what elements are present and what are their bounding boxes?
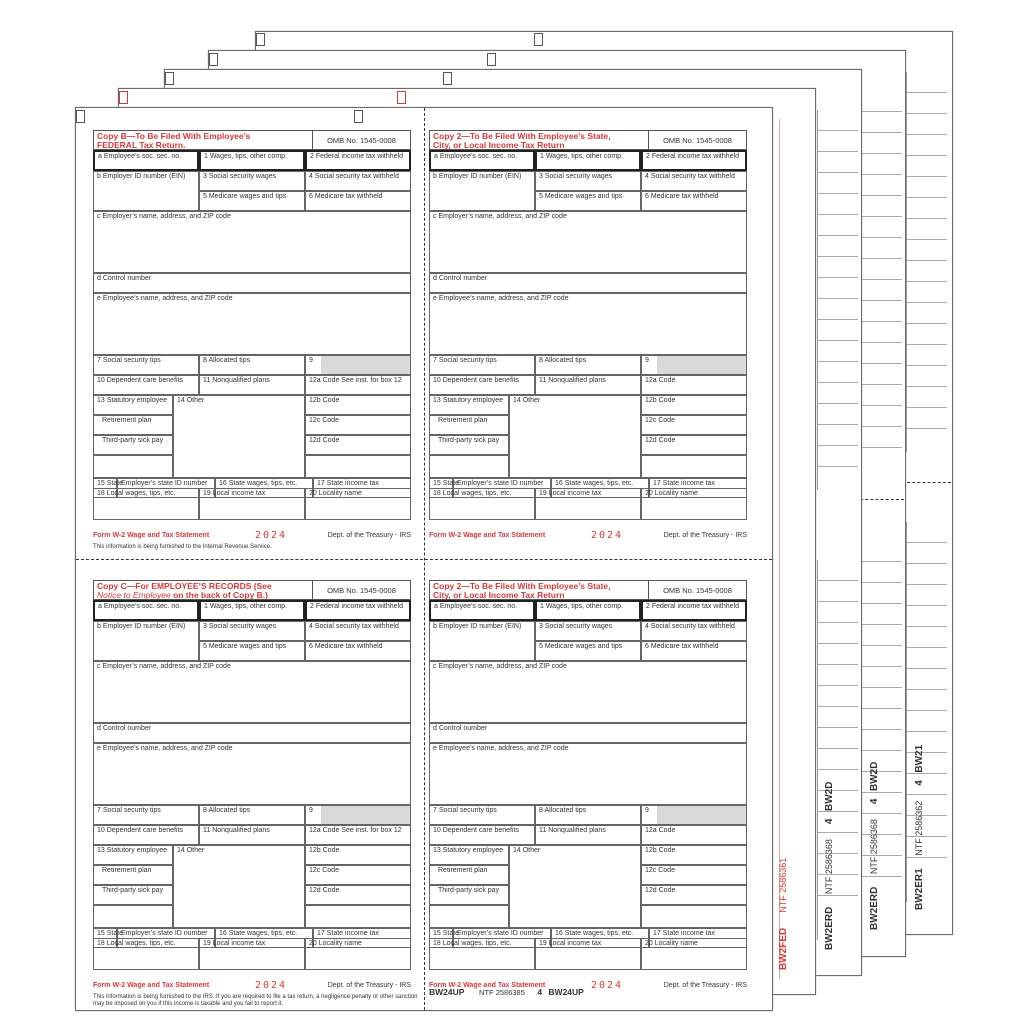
form-name: Form W-2 Wage and Tax Statement: [93, 532, 210, 539]
retirement-plan-field[interactable]: Retirement plan: [429, 415, 509, 435]
ntf-number: NTF 2586385: [479, 988, 525, 997]
state-id-field[interactable]: Employer’s state ID number: [117, 478, 215, 498]
sheet-front: [75, 107, 773, 1011]
blank-cell[interactable]: [93, 905, 173, 928]
ss-wages-field[interactable]: 3 Social security wages: [535, 171, 641, 191]
retirement-plan-field[interactable]: Retirement plan: [93, 865, 173, 885]
control-number-field[interactable]: d Control number: [93, 273, 411, 293]
locality-name-field[interactable]: 20 Locality name: [641, 488, 747, 520]
dept-treasury: Dept. of the Treasury - IRS: [663, 532, 747, 539]
statutory-employee-field[interactable]: 13 Statutory employee: [93, 395, 173, 415]
state-wages-field[interactable]: 16 State wages, tips, etc.: [215, 478, 313, 498]
state-id-field[interactable]: Employer’s state ID number: [117, 928, 215, 948]
nonqualified-plans-field[interactable]: 11 Nonqualified plans: [535, 825, 641, 845]
retirement-plan-field[interactable]: Retirement plan: [93, 415, 173, 435]
local-wages-field[interactable]: 18 Local wages, tips, etc.: [429, 938, 535, 970]
medicare-wages-field[interactable]: 5 Medicare wages and tips: [535, 641, 641, 661]
ssn-field[interactable]: a Employee’s soc. sec. no.: [429, 150, 535, 171]
state-wages-field[interactable]: 16 State wages, tips, etc.: [551, 928, 649, 948]
federal-tax-field[interactable]: 2 Federal income tax withheld: [305, 150, 411, 171]
other-field[interactable]: 14 Other: [509, 395, 641, 478]
punch-hole: [487, 53, 496, 66]
allocated-tips-field[interactable]: 8 Allocated tips: [535, 805, 641, 825]
ssn-field[interactable]: a Employee’s soc. sec. no.: [93, 600, 199, 621]
ss-wages-field[interactable]: 3 Social security wages: [199, 171, 305, 191]
ssn-field[interactable]: a Employee’s soc. sec. no.: [93, 150, 199, 171]
product-code-right: BW24UP: [548, 987, 584, 997]
ein-field[interactable]: b Employer ID number (EIN): [93, 171, 199, 211]
allocated-tips-field[interactable]: 8 Allocated tips: [199, 805, 305, 825]
locality-name-field[interactable]: 20 Locality name: [305, 488, 411, 520]
nonqualified-plans-field[interactable]: 11 Nonqualified plans: [199, 825, 305, 845]
state-tax-field[interactable]: 17 State income tax: [649, 928, 747, 948]
medicare-wages-field[interactable]: 5 Medicare wages and tips: [199, 191, 305, 211]
punch-hole: [534, 33, 543, 46]
side-code-bw2fed: BW2FED NTF 2586361: [778, 857, 789, 970]
box9-shade: [321, 806, 410, 824]
box12c-field[interactable]: 12c Code: [305, 865, 411, 885]
state-id-field[interactable]: Employer’s state ID number: [453, 478, 551, 498]
punch-hole: [354, 110, 363, 123]
ssn-field[interactable]: a Employee’s soc. sec. no.: [429, 600, 535, 621]
other-field[interactable]: 14 Other: [173, 395, 305, 478]
side-code-bw2er1: BW2ER1 NTF 2586362 4 BW21: [914, 744, 925, 910]
blank-cell[interactable]: [641, 905, 747, 928]
box12d-field[interactable]: 12d Code: [305, 885, 411, 905]
control-number-field[interactable]: d Control number: [429, 723, 747, 743]
state-field[interactable]: 15 State: [429, 928, 453, 948]
medicare-tax-field[interactable]: 6 Medicare tax withheld: [305, 191, 411, 211]
dependent-care-field[interactable]: 10 Dependent care benefits: [429, 825, 535, 845]
omb-number: OMB No. 1545-0008: [313, 130, 411, 150]
side-code-bw2erd: BW2ERD NTF 2586368 4 BW2D: [824, 781, 835, 950]
box12b-field[interactable]: 12b Code: [305, 395, 411, 415]
punch-hole: [76, 110, 85, 123]
red-margin-line: [779, 119, 780, 979]
blank-cell[interactable]: [93, 455, 173, 478]
locality-name-field[interactable]: 20 Locality name: [305, 938, 411, 970]
dependent-care-field[interactable]: 10 Dependent care benefits: [429, 375, 535, 395]
employee-address-field[interactable]: e Employee’s name, address, and ZIP code: [429, 293, 747, 355]
federal-tax-field[interactable]: 2 Federal income tax withheld: [641, 600, 747, 621]
sick-pay-field[interactable]: Third-party sick pay: [429, 435, 509, 455]
punch-hole: [119, 91, 128, 104]
local-tax-field[interactable]: 19 Local income tax: [535, 938, 641, 970]
side-code-bw2erd-2: BW2ERD NTF 2586368 4 BW2D: [869, 761, 880, 930]
box9-shade: [657, 356, 746, 374]
box9-field[interactable]: 9: [641, 805, 747, 825]
ein-field[interactable]: b Employer ID number (EIN): [429, 621, 535, 661]
medicare-tax-field[interactable]: 6 Medicare tax withheld: [641, 641, 747, 661]
control-number-field[interactable]: d Control number: [93, 723, 411, 743]
ss-tax-field[interactable]: 4 Social security tax withheld: [641, 171, 747, 191]
local-tax-field[interactable]: 19 Local income tax: [535, 488, 641, 520]
horizontal-perforation: [76, 559, 772, 560]
control-number-field[interactable]: d Control number: [429, 273, 747, 293]
sick-pay-field[interactable]: Third-party sick pay: [429, 885, 509, 905]
blank-cell[interactable]: [305, 905, 411, 928]
employee-address-field[interactable]: e Employee’s name, address, and ZIP code: [93, 743, 411, 805]
box12d-field[interactable]: 12d Code: [305, 435, 411, 455]
ss-tips-field[interactable]: 7 Social security tips: [93, 805, 199, 825]
ss-tips-field[interactable]: 7 Social security tips: [93, 355, 199, 375]
dept-treasury: Dept. of the Treasury - IRS: [663, 982, 747, 989]
product-code-left: BW24UP: [429, 987, 465, 997]
blank-cell[interactable]: [641, 455, 747, 478]
dependent-care-field[interactable]: 10 Dependent care benefits: [93, 825, 199, 845]
box12c-field[interactable]: 12c Code: [305, 415, 411, 435]
blank-cell[interactable]: [429, 455, 509, 478]
box12a-field[interactable]: 12a Code: [641, 375, 747, 395]
stub-lines: [906, 522, 947, 902]
stub-lines: [861, 541, 902, 921]
wages-field[interactable]: 1 Wages, tips, other comp.: [199, 150, 305, 171]
local-tax-field[interactable]: 19 Local income tax: [199, 938, 305, 970]
box9-shade: [321, 356, 410, 374]
nonqualified-plans-field[interactable]: 11 Nonqualified plans: [199, 375, 305, 395]
copy-title: Copy 2—To Be Filed With Employee’s State, City, or Local Income Tax Return: [429, 130, 649, 150]
local-wages-field[interactable]: 18 Local wages, tips, etc.: [429, 488, 535, 520]
bottom-product-codes: [429, 987, 584, 997]
state-tax-field[interactable]: 17 State income tax: [313, 478, 411, 498]
medicare-tax-field[interactable]: 6 Medicare tax withheld: [305, 641, 411, 661]
punch-hole: [256, 33, 265, 46]
state-field[interactable]: 15 State: [93, 478, 117, 498]
stub-lines: [817, 110, 858, 490]
employer-address-field[interactable]: c Employer’s name, address, and ZIP code: [93, 661, 411, 723]
dept-treasury: Dept. of the Treasury - IRS: [327, 982, 411, 989]
ss-tips-field[interactable]: 7 Social security tips: [429, 355, 535, 375]
box12d-field[interactable]: 12d Code: [641, 435, 747, 455]
punch-hole: [443, 72, 452, 85]
state-tax-field[interactable]: 17 State income tax: [649, 478, 747, 498]
statutory-employee-field[interactable]: 13 Statutory employee: [429, 845, 509, 865]
omb-number: OMB No. 1545-0008: [649, 580, 747, 600]
ss-tax-field[interactable]: 4 Social security tax withheld: [305, 621, 411, 641]
irs-notice: This information is being furnished to the Internal Revenue Service.: [93, 544, 272, 550]
form-year: 2024: [255, 980, 288, 991]
locality-name-field[interactable]: 20 Locality name: [641, 938, 747, 970]
punch-hole: [165, 72, 174, 85]
statutory-employee-field[interactable]: 13 Statutory employee: [93, 845, 173, 865]
form-year: 2024: [591, 980, 624, 991]
employer-address-field[interactable]: c Employer’s name, address, and ZIP code: [429, 661, 747, 723]
other-field[interactable]: 14 Other: [509, 845, 641, 928]
copy-title: Copy B—To Be Filed With Employee’s FEDERAL Tax Return.: [93, 130, 313, 150]
state-wages-field[interactable]: 16 State wages, tips, etc.: [215, 928, 313, 948]
ein-field[interactable]: b Employer ID number (EIN): [93, 621, 199, 661]
omb-number: OMB No. 1545-0008: [313, 580, 411, 600]
employer-address-field[interactable]: c Employer’s name, address, and ZIP code: [93, 211, 411, 273]
wages-field[interactable]: 1 Wages, tips, other comp.: [535, 600, 641, 621]
box12b-field[interactable]: 12b Code: [641, 395, 747, 415]
local-tax-field[interactable]: 19 Local income tax: [199, 488, 305, 520]
form-year: 2024: [591, 530, 624, 541]
sick-pay-field[interactable]: Third-party sick pay: [93, 885, 173, 905]
federal-tax-field[interactable]: 2 Federal income tax withheld: [305, 600, 411, 621]
box12b-field[interactable]: 12b Code: [641, 845, 747, 865]
box9-shade: [657, 806, 746, 824]
dept-treasury: Dept. of the Treasury - IRS: [327, 532, 411, 539]
box12a-field[interactable]: 12a Code See inst. for box 12: [305, 375, 411, 395]
box9-field[interactable]: 9: [641, 355, 747, 375]
state-field[interactable]: 15 State: [93, 928, 117, 948]
form-year: 2024: [255, 530, 288, 541]
medicare-wages-field[interactable]: 5 Medicare wages and tips: [535, 191, 641, 211]
employee-address-field[interactable]: e Employee’s name, address, and ZIP code: [93, 293, 411, 355]
nonqualified-plans-field[interactable]: 11 Nonqualified plans: [535, 375, 641, 395]
box9-field[interactable]: 9: [305, 355, 411, 375]
irs-notice: This information is being furnished to the IRS. If you are required to file a tax return, a negligence penalty or other sanction may be imposed on you if this income is taxable and you fail to report it.: [93, 994, 418, 1007]
box12a-field[interactable]: 12a Code See inst. for box 12: [305, 825, 411, 845]
other-field[interactable]: 14 Other: [173, 845, 305, 928]
dependent-care-field[interactable]: 10 Dependent care benefits: [93, 375, 199, 395]
stub-lines: [906, 72, 947, 452]
state-field[interactable]: 15 State: [429, 478, 453, 498]
retirement-plan-field[interactable]: Retirement plan: [429, 865, 509, 885]
omb-number: OMB No. 1545-0008: [649, 130, 747, 150]
employee-address-field[interactable]: e Employee’s name, address, and ZIP code: [429, 743, 747, 805]
state-id-field[interactable]: Employer’s state ID number: [453, 928, 551, 948]
form-name: Form W-2 Wage and Tax Statement: [429, 532, 546, 539]
box12c-field[interactable]: 12c Code: [641, 865, 747, 885]
ein-field[interactable]: b Employer ID number (EIN): [429, 171, 535, 211]
state-tax-field[interactable]: 17 State income tax: [313, 928, 411, 948]
box12a-field[interactable]: 12a Code: [641, 825, 747, 845]
box12c-field[interactable]: 12c Code: [641, 415, 747, 435]
local-wages-field[interactable]: 18 Local wages, tips, etc.: [93, 938, 199, 970]
blank-cell[interactable]: [305, 455, 411, 478]
stub-lines: [861, 91, 902, 471]
box9-field[interactable]: 9: [305, 805, 411, 825]
ss-wages-field[interactable]: 3 Social security wages: [199, 621, 305, 641]
medicare-wages-field[interactable]: 5 Medicare wages and tips: [199, 641, 305, 661]
wages-field[interactable]: 1 Wages, tips, other comp.: [199, 600, 305, 621]
ss-tips-field[interactable]: 7 Social security tips: [429, 805, 535, 825]
allocated-tips-field[interactable]: 8 Allocated tips: [535, 355, 641, 375]
ss-tax-field[interactable]: 4 Social security tax withheld: [305, 171, 411, 191]
punch-hole: [397, 91, 406, 104]
copy-title: Copy C—For EMPLOYEE’S RECORDS (See Notice to Employee on the back of Copy B.): [93, 580, 313, 600]
form-name: Form W-2 Wage and Tax Statement: [93, 982, 210, 989]
product-count: 4: [537, 987, 543, 997]
form-name: Form W-2 Wage and Tax Statement: [429, 982, 546, 989]
state-wages-field[interactable]: 16 State wages, tips, etc.: [551, 478, 649, 498]
copy-title: Copy 2—To Be Filed With Employee’s State, City, or Local Income Tax Return: [429, 580, 649, 600]
sick-pay-field[interactable]: Third-party sick pay: [93, 435, 173, 455]
box12d-field[interactable]: 12d Code: [641, 885, 747, 905]
federal-tax-field[interactable]: 2 Federal income tax withheld: [641, 150, 747, 171]
allocated-tips-field[interactable]: 8 Allocated tips: [199, 355, 305, 375]
employer-address-field[interactable]: c Employer’s name, address, and ZIP code: [429, 211, 747, 273]
medicare-tax-field[interactable]: 6 Medicare tax withheld: [641, 191, 747, 211]
local-wages-field[interactable]: 18 Local wages, tips, etc.: [93, 488, 199, 520]
ss-tax-field[interactable]: 4 Social security tax withheld: [641, 621, 747, 641]
box12b-field[interactable]: 12b Code: [305, 845, 411, 865]
ss-wages-field[interactable]: 3 Social security wages: [535, 621, 641, 641]
blank-cell[interactable]: [429, 905, 509, 928]
statutory-employee-field[interactable]: 13 Statutory employee: [429, 395, 509, 415]
punch-hole: [209, 53, 218, 66]
wages-field[interactable]: 1 Wages, tips, other comp.: [535, 150, 641, 171]
